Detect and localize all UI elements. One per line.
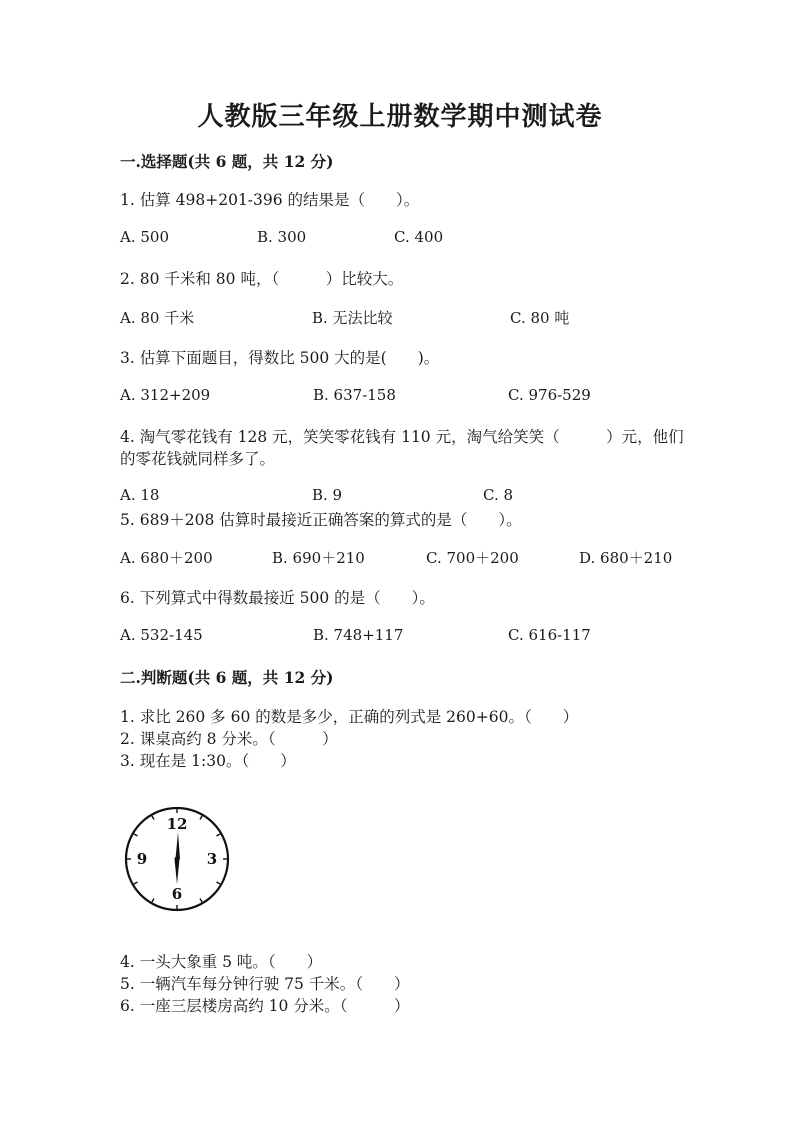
question-5: 5. 689＋208 估算时最接近正确答案的算式的是（ ）。 xyxy=(120,511,522,529)
clock-minute-hand xyxy=(176,832,181,859)
judgement-2: 2. 课桌高约 8 分米。（ ） xyxy=(120,730,338,748)
clock-label-12: 12 xyxy=(166,815,188,833)
clock-image xyxy=(122,804,232,914)
clock-hour-hand xyxy=(175,859,180,884)
q4-option-a[interactable]: A. 18 xyxy=(120,486,160,504)
q3-option-a[interactable]: A. 312+209 xyxy=(120,386,211,404)
q2-option-a[interactable]: A. 80 千米 xyxy=(120,309,195,327)
judgement-6: 6. 一座三层楼房高约 10 分米。（ ） xyxy=(120,997,410,1015)
q5-option-a[interactable]: A. 680＋200 xyxy=(120,549,213,567)
q6-option-a[interactable]: A. 532-145 xyxy=(120,626,203,644)
q2-option-c[interactable]: C. 80 吨 xyxy=(510,309,570,327)
clock-label-3: 3 xyxy=(206,850,218,868)
q2-option-b[interactable]: B. 无法比较 xyxy=(312,309,393,327)
q1-option-b[interactable]: B. 300 xyxy=(257,228,307,246)
q3-option-b[interactable]: B. 637-158 xyxy=(313,386,396,404)
q3-option-c[interactable]: C. 976-529 xyxy=(508,386,591,404)
q5-option-d[interactable]: D. 680＋210 xyxy=(579,549,673,567)
question-3: 3. 估算下面题目，得数比 500 大的是( )。 xyxy=(120,349,440,367)
q6-option-c[interactable]: C. 616-117 xyxy=(508,626,591,644)
judgement-1: 1. 求比 260 多 60 的数是多少，正确的列式是 260+60。（ ） xyxy=(120,708,579,726)
clock-label-9: 9 xyxy=(136,850,148,868)
section-heading-choice: 一.选择题(共 6 题，共 12 分) xyxy=(120,152,334,171)
question-4-line-2: 的零花钱就同样多了。 xyxy=(120,450,276,468)
question-2: 2. 80 千米和 80 吨，（ ）比较大。 xyxy=(120,270,404,288)
q4-option-c[interactable]: C. 8 xyxy=(483,486,514,504)
question-1: 1. 估算 498+201-396 的结果是（ ）。 xyxy=(120,191,420,209)
q6-option-b[interactable]: B. 748+117 xyxy=(313,626,404,644)
clock-face-icon xyxy=(122,804,232,914)
section-heading-judgement: 二.判断题(共 6 题，共 12 分) xyxy=(120,668,334,687)
q1-option-a[interactable]: A. 500 xyxy=(120,228,169,246)
page-title: 人教版三年级上册数学期中测试卷 xyxy=(197,102,603,132)
judgement-3: 3. 现在是 1:30。（ ） xyxy=(120,752,296,770)
q4-option-b[interactable]: B. 9 xyxy=(312,486,343,504)
q5-option-b[interactable]: B. 690＋210 xyxy=(272,549,365,567)
judgement-4: 4. 一头大象重 5 吨。（ ） xyxy=(120,953,323,971)
question-6: 6. 下列算式中得数最接近 500 的是（ ）。 xyxy=(120,589,435,607)
clock-label-6: 6 xyxy=(171,885,183,903)
q1-option-c[interactable]: C. 400 xyxy=(394,228,444,246)
question-4-line-1: 4. 淘气零花钱有 128 元，笑笑零花钱有 110 元，淘气给笑笑（ ）元，他们 xyxy=(120,428,684,446)
judgement-5: 5. 一辆汽车每分钟行驶 75 千米。（ ） xyxy=(120,975,410,993)
q5-option-c[interactable]: C. 700＋200 xyxy=(426,549,519,567)
